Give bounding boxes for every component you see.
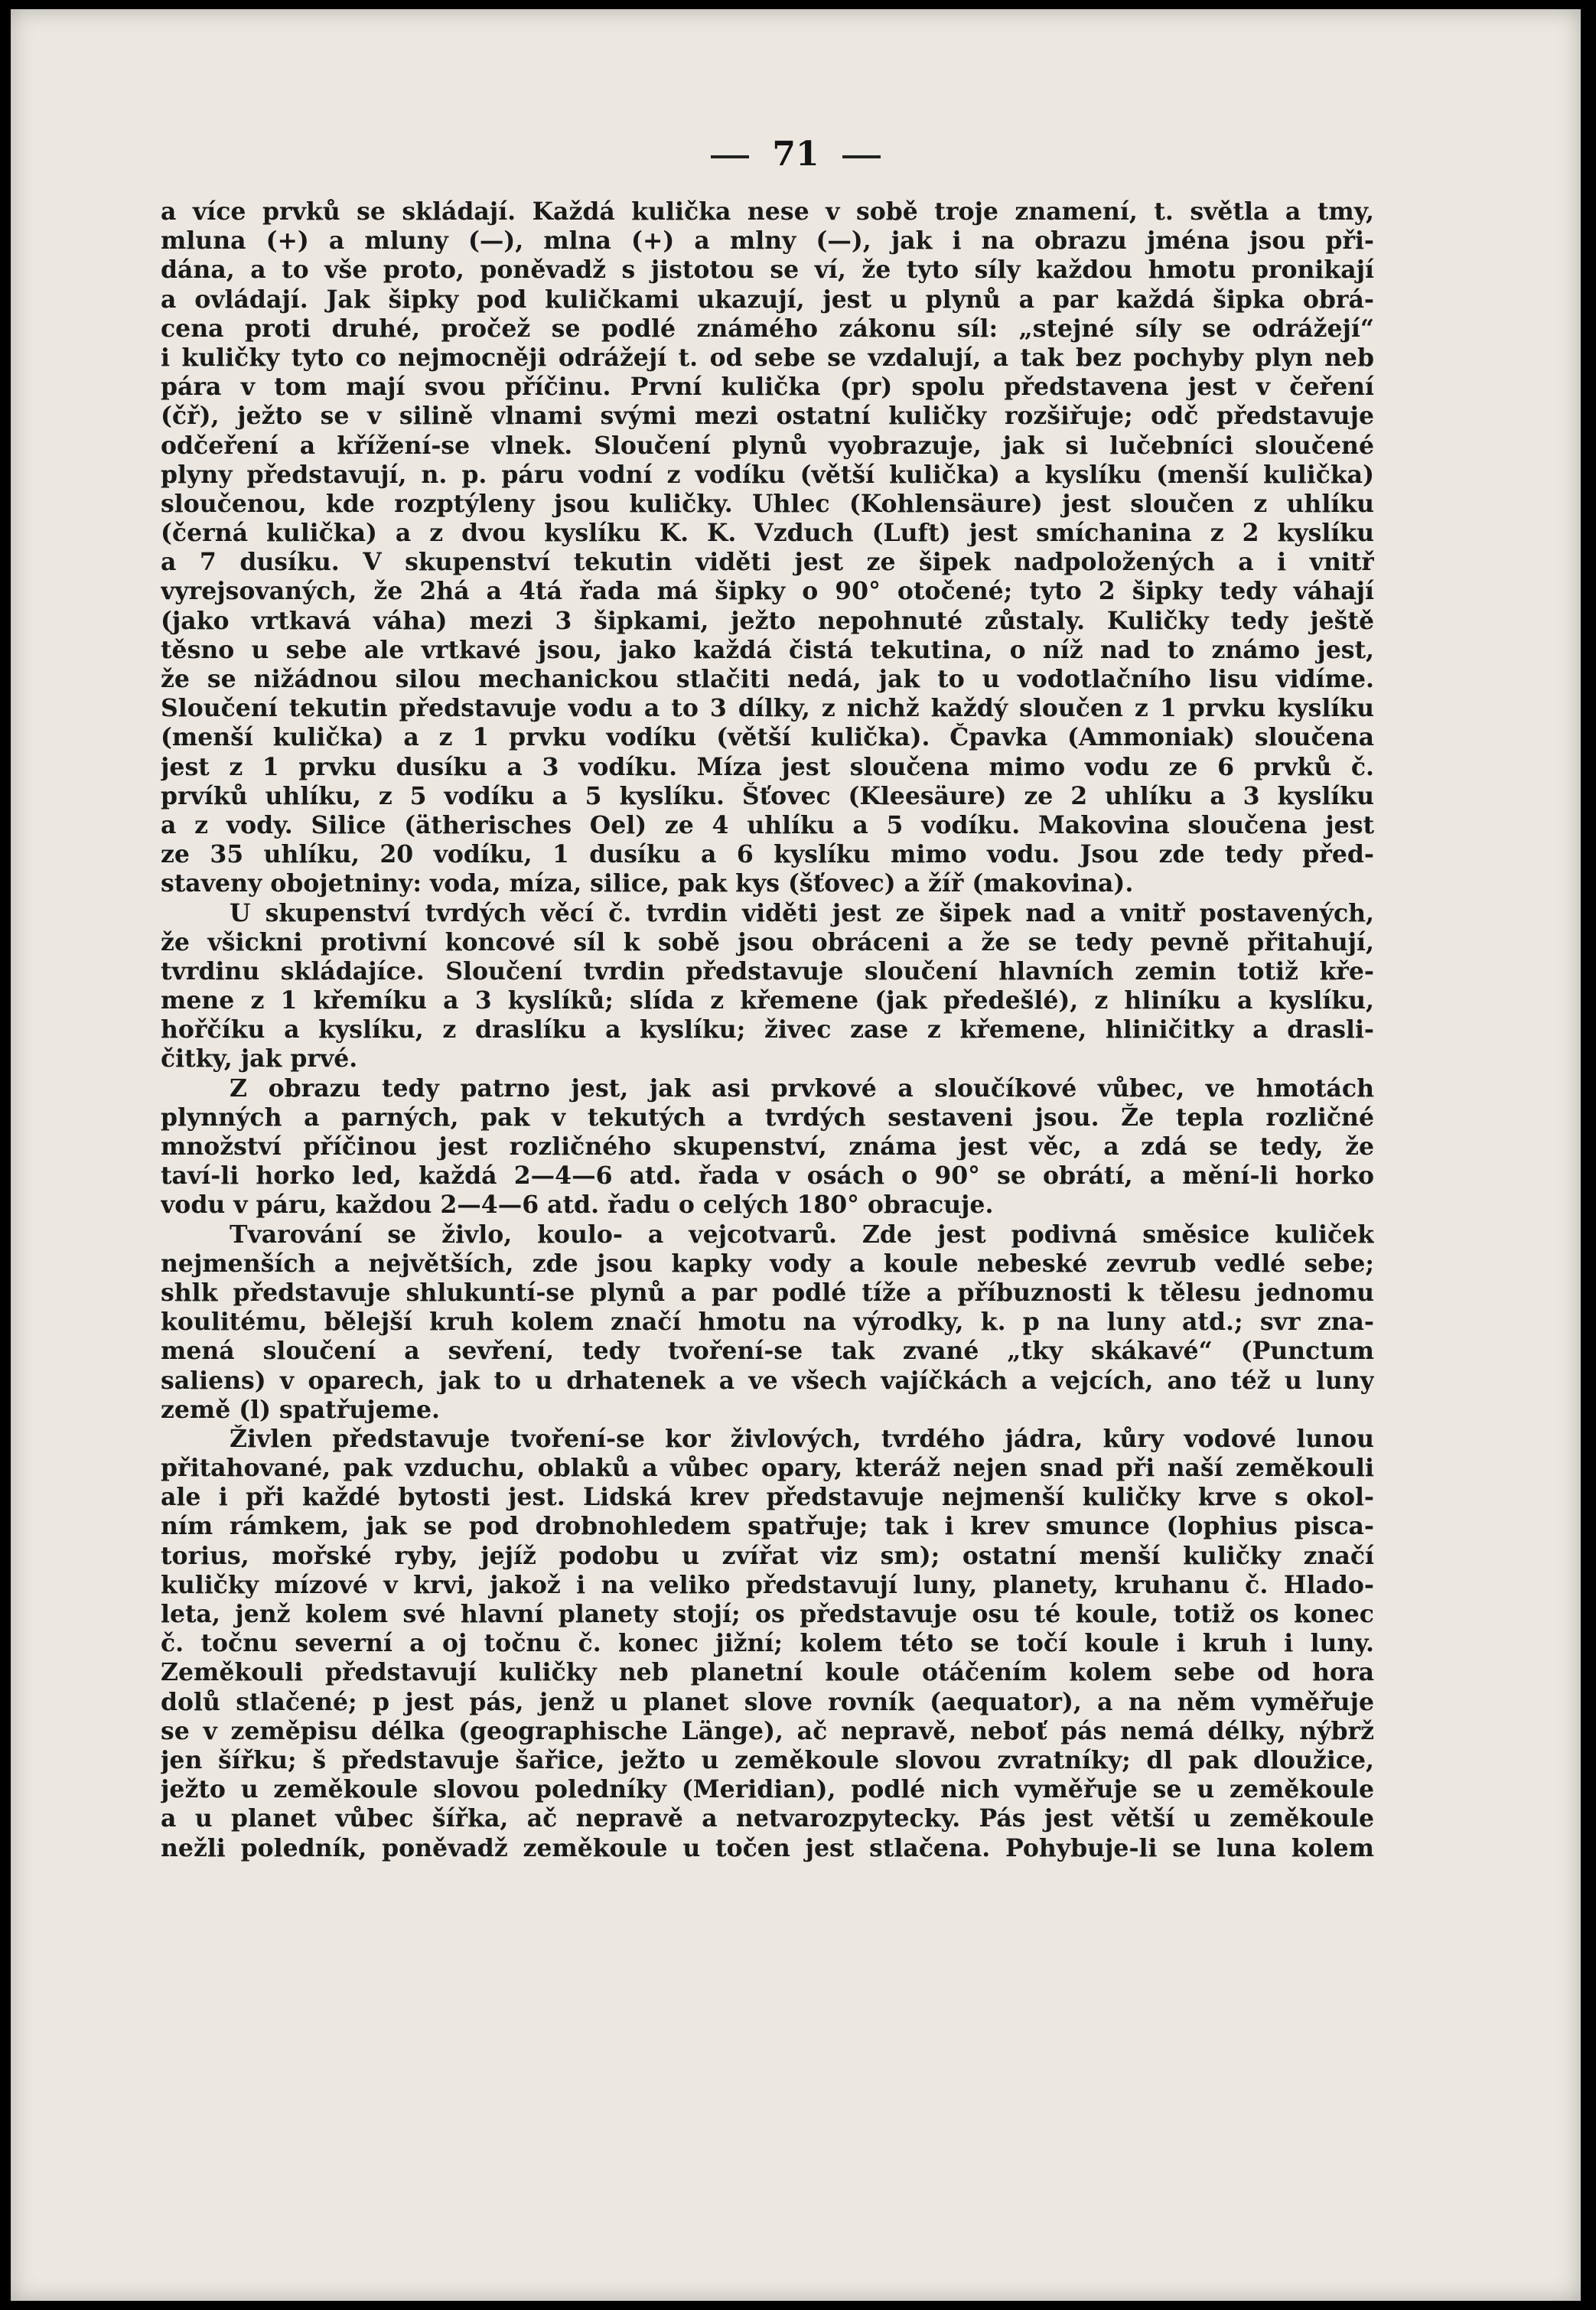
text-line: vyrejsovaných, že 2há a 4tá řada má šipky o 90° otočené; tyto 2 šipky tedy váhají [161,577,1374,606]
text-line: těsno u sebe ale vrtkavé jsou, jako každá čistá tekutina, o níž nad to známo jest, [161,635,1374,664]
text-line: pára v tom mají svou příčinu. První kulička (pr) spolu představena jest v čeření [161,373,1374,402]
text-line: Sloučení tekutin představuje vodu a to 3 dílky, z nichž každý sloučen z 1 prvku kyslíku [161,694,1374,723]
text-line: množství příčinou jest rozličného skupenství, známa jest věc, a zdá se tedy, že [161,1132,1374,1161]
text-line: (jako vrtkavá váha) mezi 3 šipkami, ježto nepohnuté zůstaly. Kuličky tedy ještě [161,606,1374,635]
text-line: jen šířku; š představuje šařice, ježto u zeměkoule slovou zvratníky; dl pak dloužice, [161,1745,1374,1774]
text-line: tvrdinu skládajíce. Sloučení tvrdin představuje sloučení hlavních zemin totiž kře- [161,956,1374,986]
text-line: a více prvků se skládají. Každá kulička nese v sobě troje znamení, t. světla a tmy, [161,197,1374,226]
dash-left [711,155,749,158]
text-line: ním rámkem, jak se pod drobnohledem spatřuje; tak i krev smunce (lophius pisca- [161,1512,1374,1541]
text-line: Tvarování se živlo, koulo- a vejcotvarů. Zde jest podivná směsice kuliček [230,1220,1374,1249]
book-page [11,9,1581,2301]
text-line: Živlen představuje tvoření-se kor živlových, tvrdého jádra, kůry vodové lunou [230,1424,1374,1453]
text-line: čitky, jak prvé. [161,1044,358,1074]
text-line: plyny představují, n. p. páru vodní z vodíku (větší kulička) a kyslíku (menší kulička) [161,460,1374,489]
text-line: koulitému, bělejší kruh kolem značí hmotu na výrodky, k. p na luny atd.; svr zna- [161,1308,1374,1337]
text-line: mená sloučení a sevření, tedy tvoření-se tak zvané „tky skákavé“ (Punctum [161,1337,1374,1366]
page-number [11,132,1581,178]
text-line: cena proti druhé, pročež se podlé známého zákonu síl: „stejné síly se odrážejí“ [161,314,1374,343]
text-line: a u planet vůbec šířka, ač nepravě a netvarozpytecky. Pás jest větší u zeměkoule [161,1804,1374,1833]
text-line: nežli poledník, poněvadž zeměkoule u točen jest stlačena. Pohybuje-li se luna kolem [161,1833,1374,1862]
dash-right [842,155,881,158]
text-line: saliens) v oparech, jak to u drhatenek a ve všech vajíčkách a vejcích, ano též u luny [161,1366,1374,1395]
text-line: prvíků uhlíku, z 5 vodíku a 5 kyslíku. Šťovec (Kleesäure) ze 2 uhlíku a 3 kyslíku [161,781,1374,810]
text-line: staveny obojetniny: voda, míza, silice, pak kys (šťovec) a žíř (makovina). [161,869,1134,898]
text-line: že se nižádnou silou mechanickou stlačiti nedá, jak to u vodotlačního lisu vidíme. [161,665,1374,693]
text-line: dána, a to vše proto, poněvadž s jistotou se ví, že tyto síly každou hmotu pronikají [161,256,1374,285]
text-line: sloučenou, kde rozptýleny jsou kuličky. Uhlec (Kohlensäure) jest sloučen z uhlíku [161,489,1374,518]
text-line: ale i při každé bytosti jest. Lidská krev představuje nejmenší kuličky krve s okol- [161,1483,1374,1512]
text-line: že všickni protivní koncové síl k sobě jsou obráceni a že se tedy pevně přitahují, [161,927,1374,956]
text-line: nejmenších a největších, zde jsou kapky vody a koule nebeské zevrub vedlé sebe; [161,1249,1374,1278]
text-line: Z obrazu tedy patrno jest, jak asi prvkové a sloučíkové vůbec, ve hmotách [230,1074,1374,1103]
text-line: Zeměkouli představují kuličky neb planetní koule otáčením kolem sebe od hora [161,1658,1374,1687]
text-line: hořčíku a kyslíku, z draslíku a kyslíku; živec zase z křemene, hliničitky a drasli- [161,1015,1374,1044]
text-line: shlk představuje shlukuntí-se plynů a par podlé tíže a příbuznosti k tělesu jednomu [161,1278,1374,1307]
text-line: U skupenství tvrdých věcí č. tvrdin viděti jest ze šipek nad a vnitř postavených, [230,898,1374,927]
text-line: a ovládají. Jak šipky pod kuličkami ukazují, jest u plynů a par každá šipka obrá- [161,285,1374,314]
text-line: ježto u zeměkoule slovou poledníky (Meridian), podlé nich vyměřuje se u zeměkoule [161,1775,1374,1804]
text-line: jest z 1 prvku dusíku a 3 vodíku. Míza jest sloučena mimo vodu ze 6 prvků č. [161,752,1374,781]
text-line: i kuličky tyto co nejmocněji odrážejí t. od sebe se vzdalují, a tak bez pochyby plyn neb [161,343,1374,372]
text-line: ze 35 uhlíku, 20 vodíku, 1 dusíku a 6 kyslíku mimo vodu. Jsou zde tedy před- [161,840,1374,869]
page-number-value: 71 [772,135,819,174]
text-line: mluna (+) a mluny (—), mlna (+) a mlny (—), jak i na obrazu jména jsou při- [161,226,1374,256]
text-line: vodu v páru, každou 2—4—6 atd. řadu o celých 180° obracuje. [161,1191,994,1220]
text-line: č. točnu severní a oj točnu č. konec jižní; kolem této se točí koule i kruh i luny. [161,1629,1374,1658]
text-line: (menší kulička) a z 1 prvku vodíku (větší kulička). Čpavka (Ammoniak) sloučena [161,723,1374,752]
text-line: kuličky mízové v krvi, jakož i na veliko představují luny, planety, kruhanu č. Hlado- [161,1570,1374,1599]
text-line: (čř), ježto se v silině vlnami svými mezi ostatní kuličky rozšiřuje; odč představuje [161,402,1374,431]
text-line: (černá kulička) a z dvou kyslíku K. K. Vzduch (Luft) jest smíchanina z 2 kyslíku [161,519,1374,548]
text-line: země (l) spatřujeme. [161,1395,441,1424]
text-line: odčeření a křížení-se vlnek. Sloučení plynů vyobrazuje, jak si lučebníci sloučené [161,431,1374,460]
text-line: dolů stlačené; p jest pás, jenž u planet slove rovník (aequator), a na něm vyměřuje [161,1687,1374,1716]
text-line: torius, mořské ryby, jejíž podobu u zvířat viz sm); ostatní menší kuličky značí [161,1541,1374,1570]
text-line: a z vody. Silice (ätherisches Oel) ze 4 uhlíku a 5 vodíku. Makovina sloučena jest [161,810,1374,839]
text-line: mene z 1 křemíku a 3 kyslíků; slída z křemene (jak předešlé), z hliníku a kyslíku, [161,986,1374,1015]
text-line: přitahované, pak vzduchu, oblaků a vůbec opary, kteráž nejen snad při naší zeměkouli [161,1454,1374,1483]
text-line: leta, jenž kolem své hlavní planety stojí; os představuje osu té koule, totiž os konec [161,1600,1374,1628]
body-text [161,197,1374,1863]
text-line: taví-li horko led, každá 2—4—6 atd. řada v osách o 90° se obrátí, a mění-li horko [161,1162,1374,1191]
text-line: a 7 dusíku. V skupenství tekutin viděti jest ze šipek nadpoložených a i vnitř [161,548,1374,577]
text-line: se v zeměpisu délka (geographische Länge), ač nepravě, neboť pás nemá délky, nýbrž [161,1716,1374,1745]
text-line: plynných a parných, pak v tekutých a tvrdých sestaveni jsou. Že tepla rozličné [161,1103,1374,1132]
